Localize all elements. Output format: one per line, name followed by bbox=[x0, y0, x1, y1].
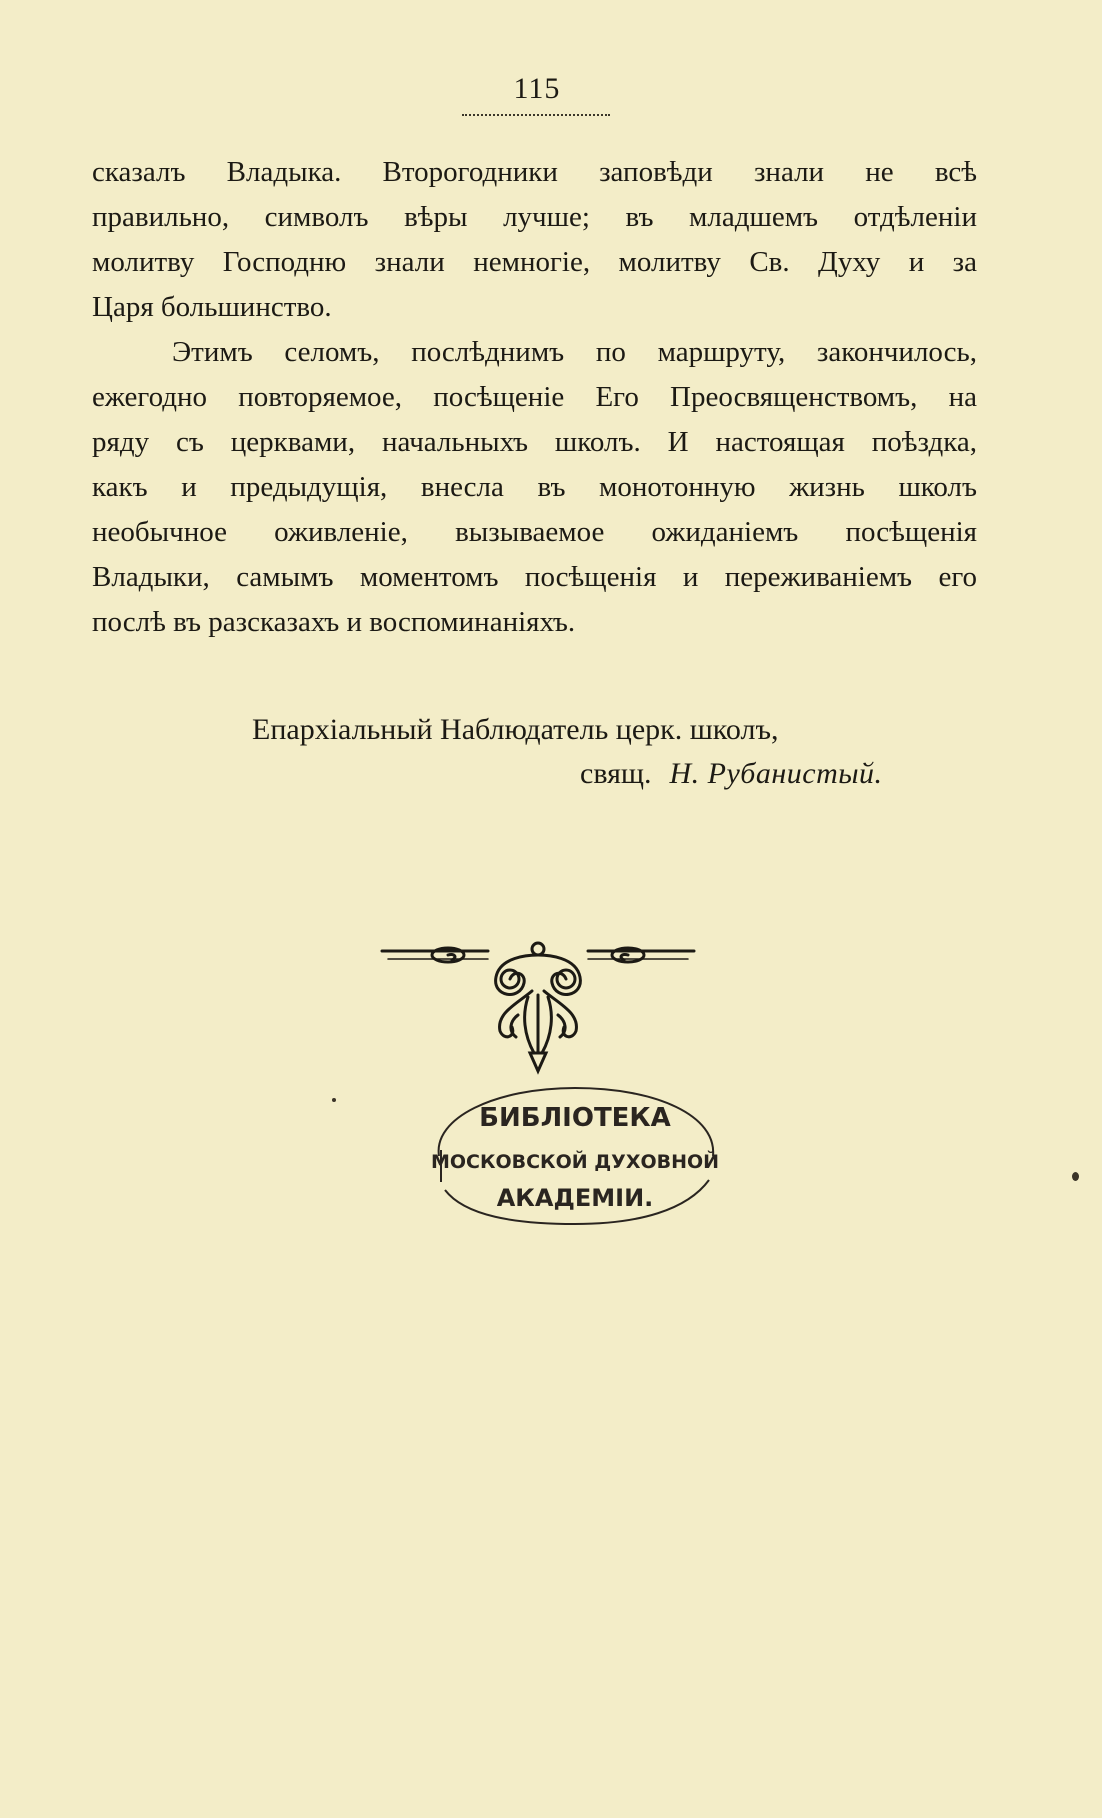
text-line: какъ и предыдущія, внесла въ монотонную жизнь школъ bbox=[92, 471, 977, 503]
signature-name: Н. Рубанистый. bbox=[669, 757, 883, 790]
page-number: 115 bbox=[513, 72, 561, 105]
text-line: правильно, символъ вѣры лучше; въ младшемъ отдѣленіи bbox=[92, 201, 977, 233]
stamp-line-3: АКАДЕМІИ. bbox=[496, 1184, 654, 1212]
signature-line bbox=[580, 752, 1000, 796]
text-line: ежегодно повторяемое, посѣщеніе Его Преосвященствомъ, на bbox=[92, 381, 977, 413]
signature-title: Епархіальный Наблюдатель церк. школъ, bbox=[252, 713, 779, 746]
text-line: Владыки, самымъ моментомъ посѣщенія и переживаніемъ его bbox=[92, 561, 977, 593]
text-line: Этимъ селомъ, послѣднимъ по маршруту, закончилось, bbox=[172, 336, 977, 368]
body-text bbox=[92, 150, 977, 645]
text-line: Царя большинство. bbox=[92, 291, 332, 323]
floral-tailpiece-ornament-icon bbox=[378, 935, 698, 1085]
text-line: сказалъ Владыка. Второгодники заповѣди знали не всѣ bbox=[92, 156, 977, 188]
text-line: ряду съ церквами, начальныхъ школъ. И настоящая поѣздка, bbox=[92, 426, 977, 458]
text-line: молитву Господню знали немногіе, молитву Св. Духу и за bbox=[92, 246, 977, 278]
text-line: необычное оживленіе, вызываемое ожиданіемъ посѣщенія bbox=[92, 516, 977, 548]
stamp-line-1: БИБЛІОТЕКА bbox=[479, 1103, 671, 1133]
text-line: послѣ въ разсказахъ и воспоминаніяхъ. bbox=[92, 606, 576, 638]
signature-rank: свящ. bbox=[580, 757, 652, 790]
ink-speck bbox=[1072, 1172, 1079, 1181]
ink-speck bbox=[332, 1098, 336, 1102]
library-stamp bbox=[425, 1078, 725, 1228]
page-number-rule bbox=[462, 114, 610, 116]
stamp-line-2: МОСКОВСКОЙ ДУХОВНОЙ bbox=[430, 1151, 720, 1173]
